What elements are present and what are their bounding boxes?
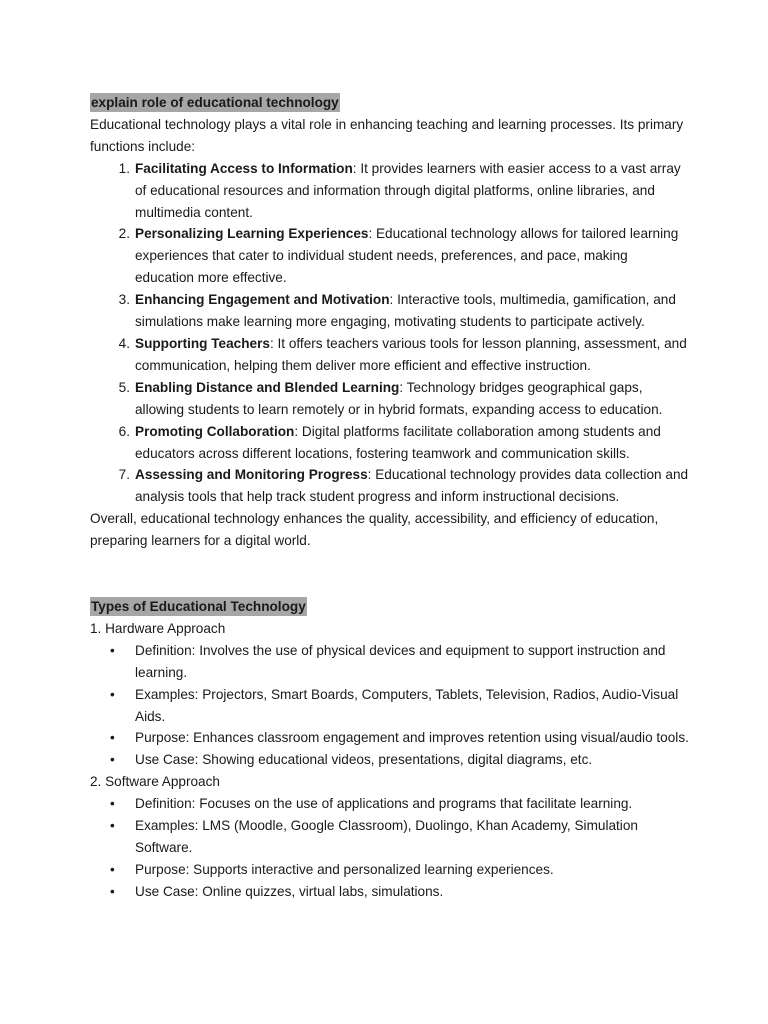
item-title: Promoting Collaboration <box>135 423 295 439</box>
list-item: • Definition: Involves the use of physical devices and equipment to support instruction and learning. <box>90 640 690 684</box>
bullet-icon: • <box>110 730 115 746</box>
list-item: • Examples: Projectors, Smart Boards, Computers, Tablets, Television, Radios, Audio-Visual Aids. <box>90 684 690 728</box>
item-text: : Interactive tools, multimedia, gamification, and simulations make learning more engaging, motivating students to participate actively. <box>135 292 676 330</box>
list-item: 3. Enhancing Engagement and Motivation: Interactive tools, multimedia, gamification, and simulations make learning more engaging, motivating students to participate actively. <box>118 292 676 330</box>
bullet-icon: • <box>110 686 115 702</box>
section-heading: explain role of educational technology <box>91 95 339 110</box>
list-item: • Use Case: Showing educational videos, presentations, digital diagrams, etc. <box>90 749 690 771</box>
section-role <box>90 92 690 552</box>
spacer <box>90 552 690 596</box>
item-text: : Technology bridges geographical gaps, allowing students to learn remotely or in hybrid formats, expanding access to education. <box>135 379 663 417</box>
list-item: 5. Enabling Distance and Blended Learning: Technology bridges geographical gaps, allowing students to learn remotely or in hybrid formats, expanding access to education. <box>118 379 663 417</box>
section-types <box>90 596 690 903</box>
list-item: 6. Promoting Collaboration: Digital platforms facilitate collaboration among students and educators across different locations, fostering teamwork and communication skills. <box>118 423 661 461</box>
item-title: Facilitating Access to Information <box>135 160 353 176</box>
bullet-icon: • <box>110 818 115 834</box>
bullet-icon: • <box>110 752 115 768</box>
item-title: Enabling Distance and Blended Learning <box>135 379 400 395</box>
approach-title: 2. Software Approach <box>90 774 220 790</box>
list-item: • Examples: LMS (Moodle, Google Classroom), Duolingo, Khan Academy, Simulation Software. <box>90 815 690 859</box>
item-title: Personalizing Learning Experiences <box>135 226 369 242</box>
bullet-icon: • <box>110 861 115 877</box>
list-item: • Purpose: Enhances classroom engagement and improves retention using visual/audio tools. <box>90 727 690 749</box>
list-item: • Definition: Focuses on the use of applications and programs that facilitate learning. <box>90 793 690 815</box>
list-item: 7. Assessing and Monitoring Progress: Educational technology provides data collection and analysis tools that help track student progress and inform instructional decisions. <box>118 467 689 505</box>
bullet-icon: • <box>110 796 115 812</box>
list-item: 1. Facilitating Access to Information: It provides learners with easier access to a vast array of educational resources and information through digital platforms, online libraries, and multimedia content. <box>118 160 681 220</box>
item-text: : Educational technology provides data collection and analysis tools that help track student progress and inform instructional decisions. <box>135 467 689 505</box>
section-heading: Types of Educational Technology <box>91 599 306 615</box>
bullet-icon: • <box>110 642 115 658</box>
item-title: Enhancing Engagement and Motivation <box>135 292 390 308</box>
approach-title: 1. Hardware Approach <box>90 620 226 636</box>
list-item: • Use Case: Online quizzes, virtual labs, simulations. <box>90 881 690 903</box>
item-text: : Digital platforms facilitate collaboration among students and educators across different locations, fostering teamwork and communication skills. <box>135 423 661 461</box>
list-item: • Purpose: Supports interactive and personalized learning experiences. <box>90 859 690 881</box>
document-page <box>90 92 690 903</box>
item-text: : It provides learners with easier access to a vast array of educational resources and information through digital platforms, online libraries, and multimedia content. <box>135 160 681 220</box>
item-title: Assessing and Monitoring Progress <box>135 467 368 483</box>
list-item: 4. Supporting Teachers: It offers teachers various tools for lesson planning, assessment, and communication, helping them deliver more efficient and effective instruction. <box>118 335 687 373</box>
bullet-icon: • <box>110 883 115 899</box>
intro-paragraph: Educational technology plays a vital role in enhancing teaching and learning processes. Its primary functions include: <box>90 116 684 154</box>
item-text: : Educational technology allows for tailored learning experiences that cater to individual student needs, preferences, and pace, making education more effective. <box>135 226 679 286</box>
item-text: : It offers teachers various tools for lesson planning, assessment, and communication, helping them deliver more efficient and effective instruction. <box>135 335 687 373</box>
conclusion-paragraph: Overall, educational technology enhances the quality, accessibility, and efficiency of education, preparing learners for a digital world. <box>90 511 659 549</box>
item-title: Supporting Teachers <box>135 335 270 351</box>
hardware-bullets <box>90 640 690 771</box>
functions-list <box>90 158 690 509</box>
software-bullets <box>90 793 690 903</box>
list-item: 2. Personalizing Learning Experiences: Educational technology allows for tailored learning experiences that cater to individual student needs, preferences, and pace, making education more effective. <box>118 226 679 286</box>
